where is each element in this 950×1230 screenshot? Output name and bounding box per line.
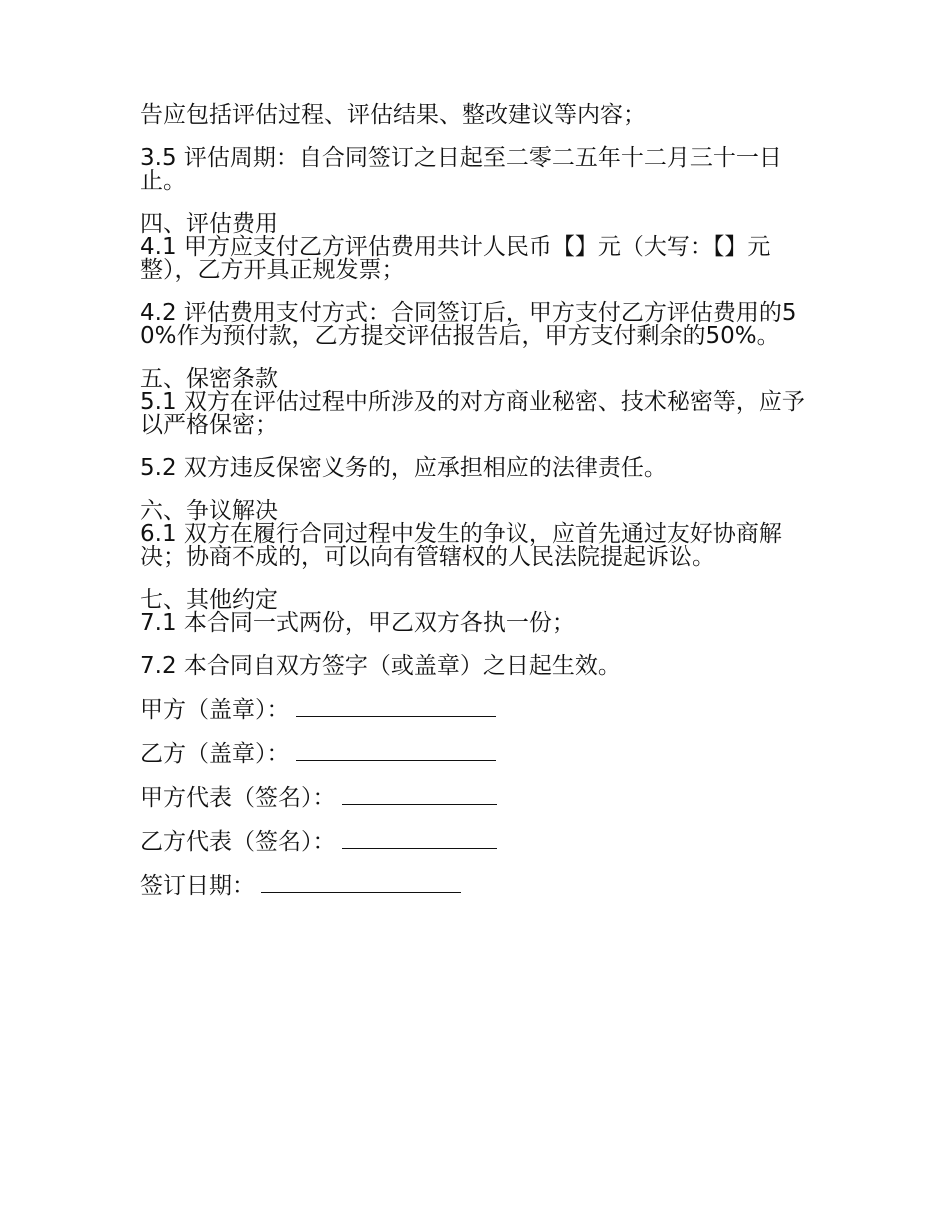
party-a-rep-label: 甲方代表（签名）： (140, 785, 336, 811)
clause-7-1: 7.1 本合同一式两份，甲乙双方各执一份； (140, 610, 575, 636)
sign-date-blank (261, 874, 461, 893)
signature-line-party-a-rep (140, 786, 810, 810)
clause-6-1: 6.1 双方在履行合同过程中发生的争议，应首先通过友好协商解决；协商不成的，可以向有管辖权的人民法院提起诉讼。 (140, 521, 782, 570)
clause-5-2: 5.2 双方违反保密义务的，应承担相应的法律责任。 (140, 455, 667, 481)
party-a-seal-label: 甲方（盖章）： (140, 697, 290, 723)
signature-line-party-b-rep (140, 830, 810, 854)
signature-line-party-a-seal (140, 698, 810, 722)
clause-4-2: 4.2 评估费用支付方式：合同签订后，甲方支付乙方评估费用的50%作为预付款，乙方提交评估报告后，甲方支付剩余的50%。 (140, 300, 797, 349)
section-heading-other: 七、其他约定 (140, 587, 278, 613)
party-b-seal-label: 乙方（盖章）： (140, 741, 290, 767)
party-a-rep-blank (342, 786, 497, 805)
party-a-seal-blank (296, 698, 496, 717)
party-b-rep-label: 乙方代表（签名）： (140, 829, 336, 855)
signature-line-date (140, 874, 810, 898)
party-b-seal-blank (296, 742, 496, 761)
party-b-rep-blank (342, 830, 497, 849)
section-heading-confidentiality: 五、保密条款 (140, 366, 278, 392)
clause-3-4-continued: 告应包括评估过程、评估结果、整改建议等内容； (140, 102, 646, 128)
sign-date-label: 签订日期： (140, 873, 255, 899)
contract-body (140, 104, 810, 918)
clause-3-5: 3.5 评估周期：自合同签订之日起至二零二五年十二月三十一日止。 (140, 145, 782, 194)
section-heading-fees: 四、评估费用 (140, 211, 278, 237)
signature-line-party-b-seal (140, 742, 810, 766)
clause-7-2: 7.2 本合同自双方签字（或盖章）之日起生效。 (140, 653, 621, 679)
clause-4-1: 4.1 甲方应支付乙方评估费用共计人民币【】元（大写：【】元整），乙方开具正规发票； (140, 234, 771, 283)
clause-5-1: 5.1 双方在评估过程中所涉及的对方商业秘密、技术秘密等，应予以严格保密； (140, 389, 805, 438)
section-heading-disputes: 六、争议解决 (140, 498, 278, 524)
